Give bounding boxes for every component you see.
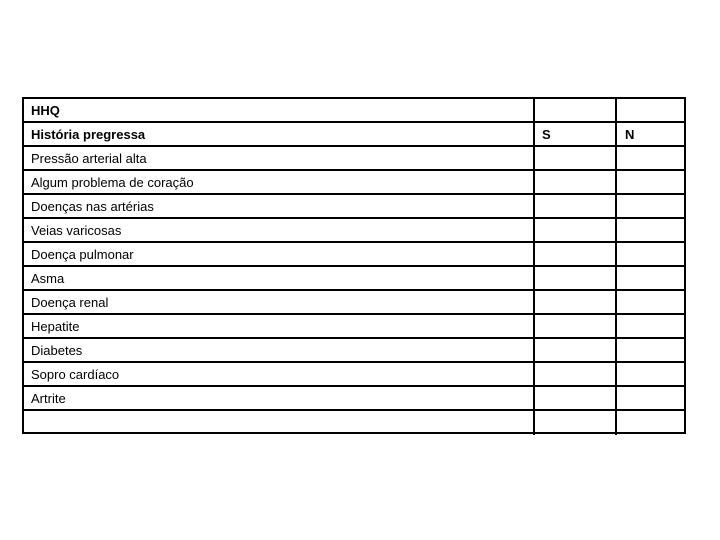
answer-n-cell[interactable] — [617, 195, 684, 217]
answer-n-cell[interactable] — [617, 219, 684, 241]
answer-n-cell[interactable] — [617, 363, 684, 385]
answer-s-cell[interactable] — [535, 387, 617, 409]
condition-label: Hepatite — [24, 315, 535, 337]
condition-label: Algum problema de coração — [24, 171, 535, 193]
condition-label: Diabetes — [24, 339, 535, 361]
condition-label: Artrite — [24, 387, 535, 409]
condition-label: Doenças nas artérias — [24, 195, 535, 217]
answer-n-cell[interactable] — [617, 243, 684, 265]
table-header-row — [24, 123, 684, 147]
answer-s-cell[interactable] — [535, 339, 617, 361]
condition-label: Asma — [24, 267, 535, 289]
answer-n-cell[interactable] — [617, 147, 684, 169]
history-table — [22, 97, 686, 434]
table-title-n-cell — [617, 99, 684, 121]
answer-s-cell[interactable] — [535, 267, 617, 289]
answer-n-cell[interactable] — [617, 411, 684, 435]
condition-label: Pressão arterial alta — [24, 147, 535, 169]
answer-n-cell[interactable] — [617, 171, 684, 193]
column-header-history: História pregressa — [24, 123, 535, 145]
condition-label: Sopro cardíaco — [24, 363, 535, 385]
table-row — [24, 387, 684, 411]
column-header-s: S — [535, 123, 617, 145]
table-title-row — [24, 99, 684, 123]
answer-n-cell[interactable] — [617, 315, 684, 337]
answer-s-cell[interactable] — [535, 315, 617, 337]
table-row — [24, 339, 684, 363]
table-row — [24, 267, 684, 291]
table-row — [24, 147, 684, 171]
column-header-n: N — [625, 126, 635, 142]
answer-n-cell[interactable] — [617, 387, 684, 409]
condition-label: Doença renal — [24, 291, 535, 313]
table-title-s-cell — [535, 99, 617, 121]
answer-s-cell[interactable] — [535, 147, 617, 169]
condition-label: Doença pulmonar — [24, 243, 535, 265]
table-row — [24, 195, 684, 219]
table-row — [24, 315, 684, 339]
answer-n-cell[interactable] — [617, 267, 684, 289]
answer-n-cell[interactable] — [617, 291, 684, 313]
table-row — [24, 363, 684, 387]
answer-s-cell[interactable] — [535, 363, 617, 385]
condition-label: Veias varicosas — [24, 219, 535, 241]
condition-label — [24, 411, 535, 435]
answer-s-cell[interactable] — [535, 171, 617, 193]
answer-s-cell[interactable] — [535, 291, 617, 313]
table-title: HHQ — [24, 99, 535, 121]
table-row — [24, 291, 684, 315]
answer-n-cell[interactable] — [617, 339, 684, 361]
table-row — [24, 411, 684, 435]
table-row — [24, 219, 684, 243]
answer-s-cell[interactable] — [535, 219, 617, 241]
answer-s-cell[interactable] — [535, 195, 617, 217]
answer-s-cell[interactable] — [535, 411, 617, 435]
table-row — [24, 171, 684, 195]
table-row — [24, 243, 684, 267]
answer-s-cell[interactable] — [535, 243, 617, 265]
